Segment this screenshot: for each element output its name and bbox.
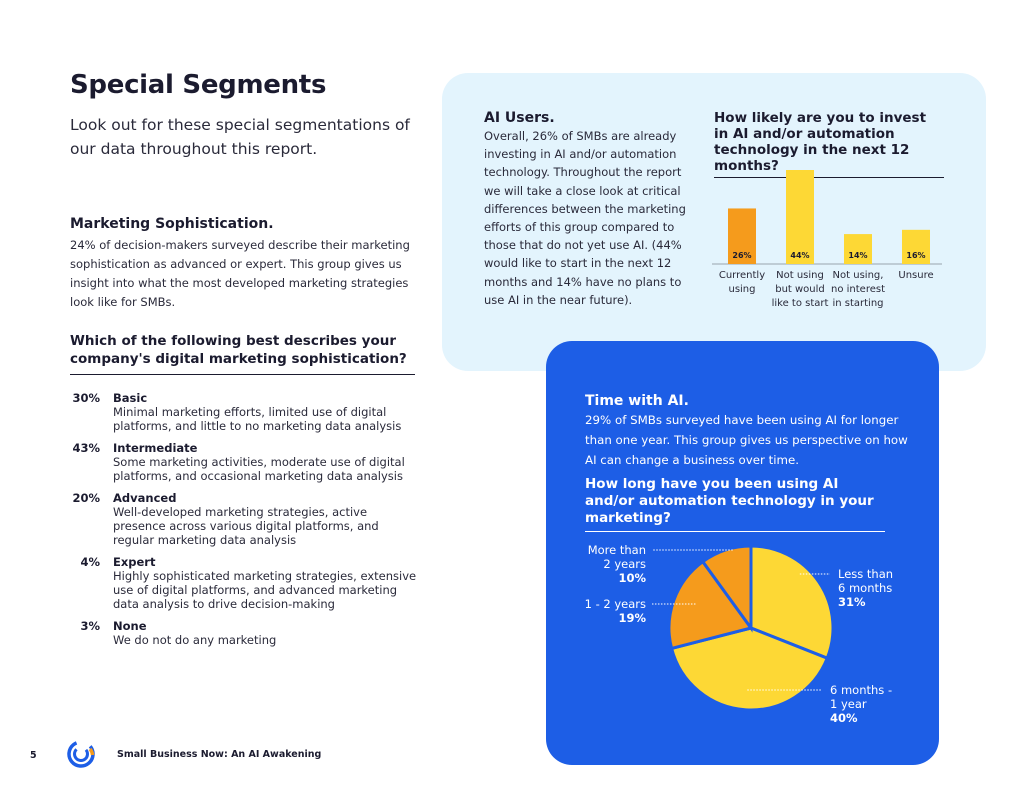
- bar-category-label: Not using: [776, 270, 824, 281]
- bar-category-label: but would: [775, 284, 825, 295]
- pie-category-label: Less than: [838, 567, 894, 581]
- item-label: Intermediate: [113, 441, 198, 455]
- pie-category-label: 2 years: [603, 557, 646, 571]
- item-description: Well-developed marketing strategies, active presence across various digital platforms, and regular marketing data analysis: [113, 505, 379, 547]
- list-item: [70, 391, 420, 433]
- item-label: Basic: [113, 391, 148, 405]
- item-description: Highly sophisticated marketing strategies, extensive use of digital platforms, and advanced marketing data analysis to drive decision-making: [113, 569, 417, 611]
- bar-value-label: 16%: [906, 251, 926, 260]
- bar-category-label: in starting: [832, 298, 884, 309]
- bar-value-label: 44%: [790, 251, 810, 260]
- page-title: Special Segments: [70, 70, 327, 100]
- bar-category-label: Unsure: [898, 270, 934, 281]
- pie-category-label: 6 months -: [830, 683, 893, 697]
- bar-value-label: 26%: [732, 251, 752, 260]
- time-pie-chart: [546, 530, 939, 740]
- bar-category-label: using: [728, 284, 756, 295]
- sophistication-list: [70, 391, 420, 655]
- page-number: 5: [30, 750, 37, 761]
- item-label: Expert: [113, 555, 156, 569]
- item-description: We do not do any marketing: [113, 633, 277, 647]
- item-label: None: [113, 619, 147, 633]
- item-label: Advanced: [113, 491, 177, 505]
- time-chart-title: How long have you been using AI and/or automation technology in your marketing?: [585, 476, 885, 532]
- ai-users-body: Overall, 26% of SMBs are already investing in AI and/or automation technology. Throughout the report we will take a close look at critical differences between the marketing efforts of this group compared to those that do not yet use AI. (44% would like to start in the next 12 months and 14% have no plans to use AI in the near future).: [484, 129, 686, 307]
- page-intro: Look out for these special segmentations of our data throughout this report.: [70, 116, 410, 158]
- pie-category-label: 6 months: [838, 581, 893, 595]
- invest-chart-title: How likely are you to invest in AI and/or automation technology in the next 12 months?: [714, 110, 944, 178]
- bar-category-label: Currently: [718, 270, 766, 281]
- ai-users-heading: AI Users.: [484, 110, 555, 126]
- pie-category-label: 1 - 2 years: [584, 597, 646, 611]
- bar-category-label: no interest: [831, 284, 885, 295]
- marketing-sophistication-heading: Marketing Sophistication.: [70, 216, 274, 232]
- item-percent: 30%: [72, 391, 100, 405]
- marketing-sophistication-body: 24% of decision-makers surveyed describe their marketing sophistication as advanced or expert. This group gives us insight into what the most developed marketing strategies look like for SMBs.: [70, 238, 410, 309]
- pie-value-label: 31%: [838, 595, 866, 609]
- item-percent: 3%: [80, 619, 100, 633]
- list-item: [70, 441, 420, 483]
- pie-category-label: More than: [587, 543, 646, 557]
- pie-category-label: 1 year: [830, 697, 867, 711]
- bar: [786, 170, 814, 264]
- list-item: [70, 555, 420, 611]
- bar-category-label: Not using,: [832, 270, 884, 281]
- bar-category-label: like to start: [771, 298, 829, 309]
- pie-value-label: 40%: [830, 711, 858, 725]
- list-item: [70, 619, 420, 647]
- invest-bar-chart: [712, 164, 942, 314]
- item-description: Minimal marketing efforts, limited use of digital platforms, and little to no marketing data analysis: [113, 405, 402, 433]
- brand-logo-icon: [66, 739, 96, 769]
- sophistication-question: Which of the following best describes your company's digital marketing sophistication?: [70, 332, 415, 375]
- item-percent: 20%: [72, 491, 100, 505]
- pie-value-label: 19%: [618, 611, 646, 625]
- time-with-ai-body: 29% of SMBs surveyed have been using AI for longer than one year. This group gives us perspective on how AI can change a business over time.: [585, 413, 908, 467]
- time-with-ai-heading: Time with AI.: [585, 393, 689, 409]
- pie-value-label: 10%: [618, 571, 646, 585]
- list-item: [70, 491, 420, 547]
- footer-title: Small Business Now: An AI Awakening: [117, 749, 322, 760]
- item-percent: 43%: [72, 441, 100, 455]
- item-percent: 4%: [80, 555, 100, 569]
- item-description: Some marketing activities, moderate use of digital platforms, and occasional marketing data analysis: [113, 455, 405, 483]
- bar-value-label: 14%: [848, 251, 868, 260]
